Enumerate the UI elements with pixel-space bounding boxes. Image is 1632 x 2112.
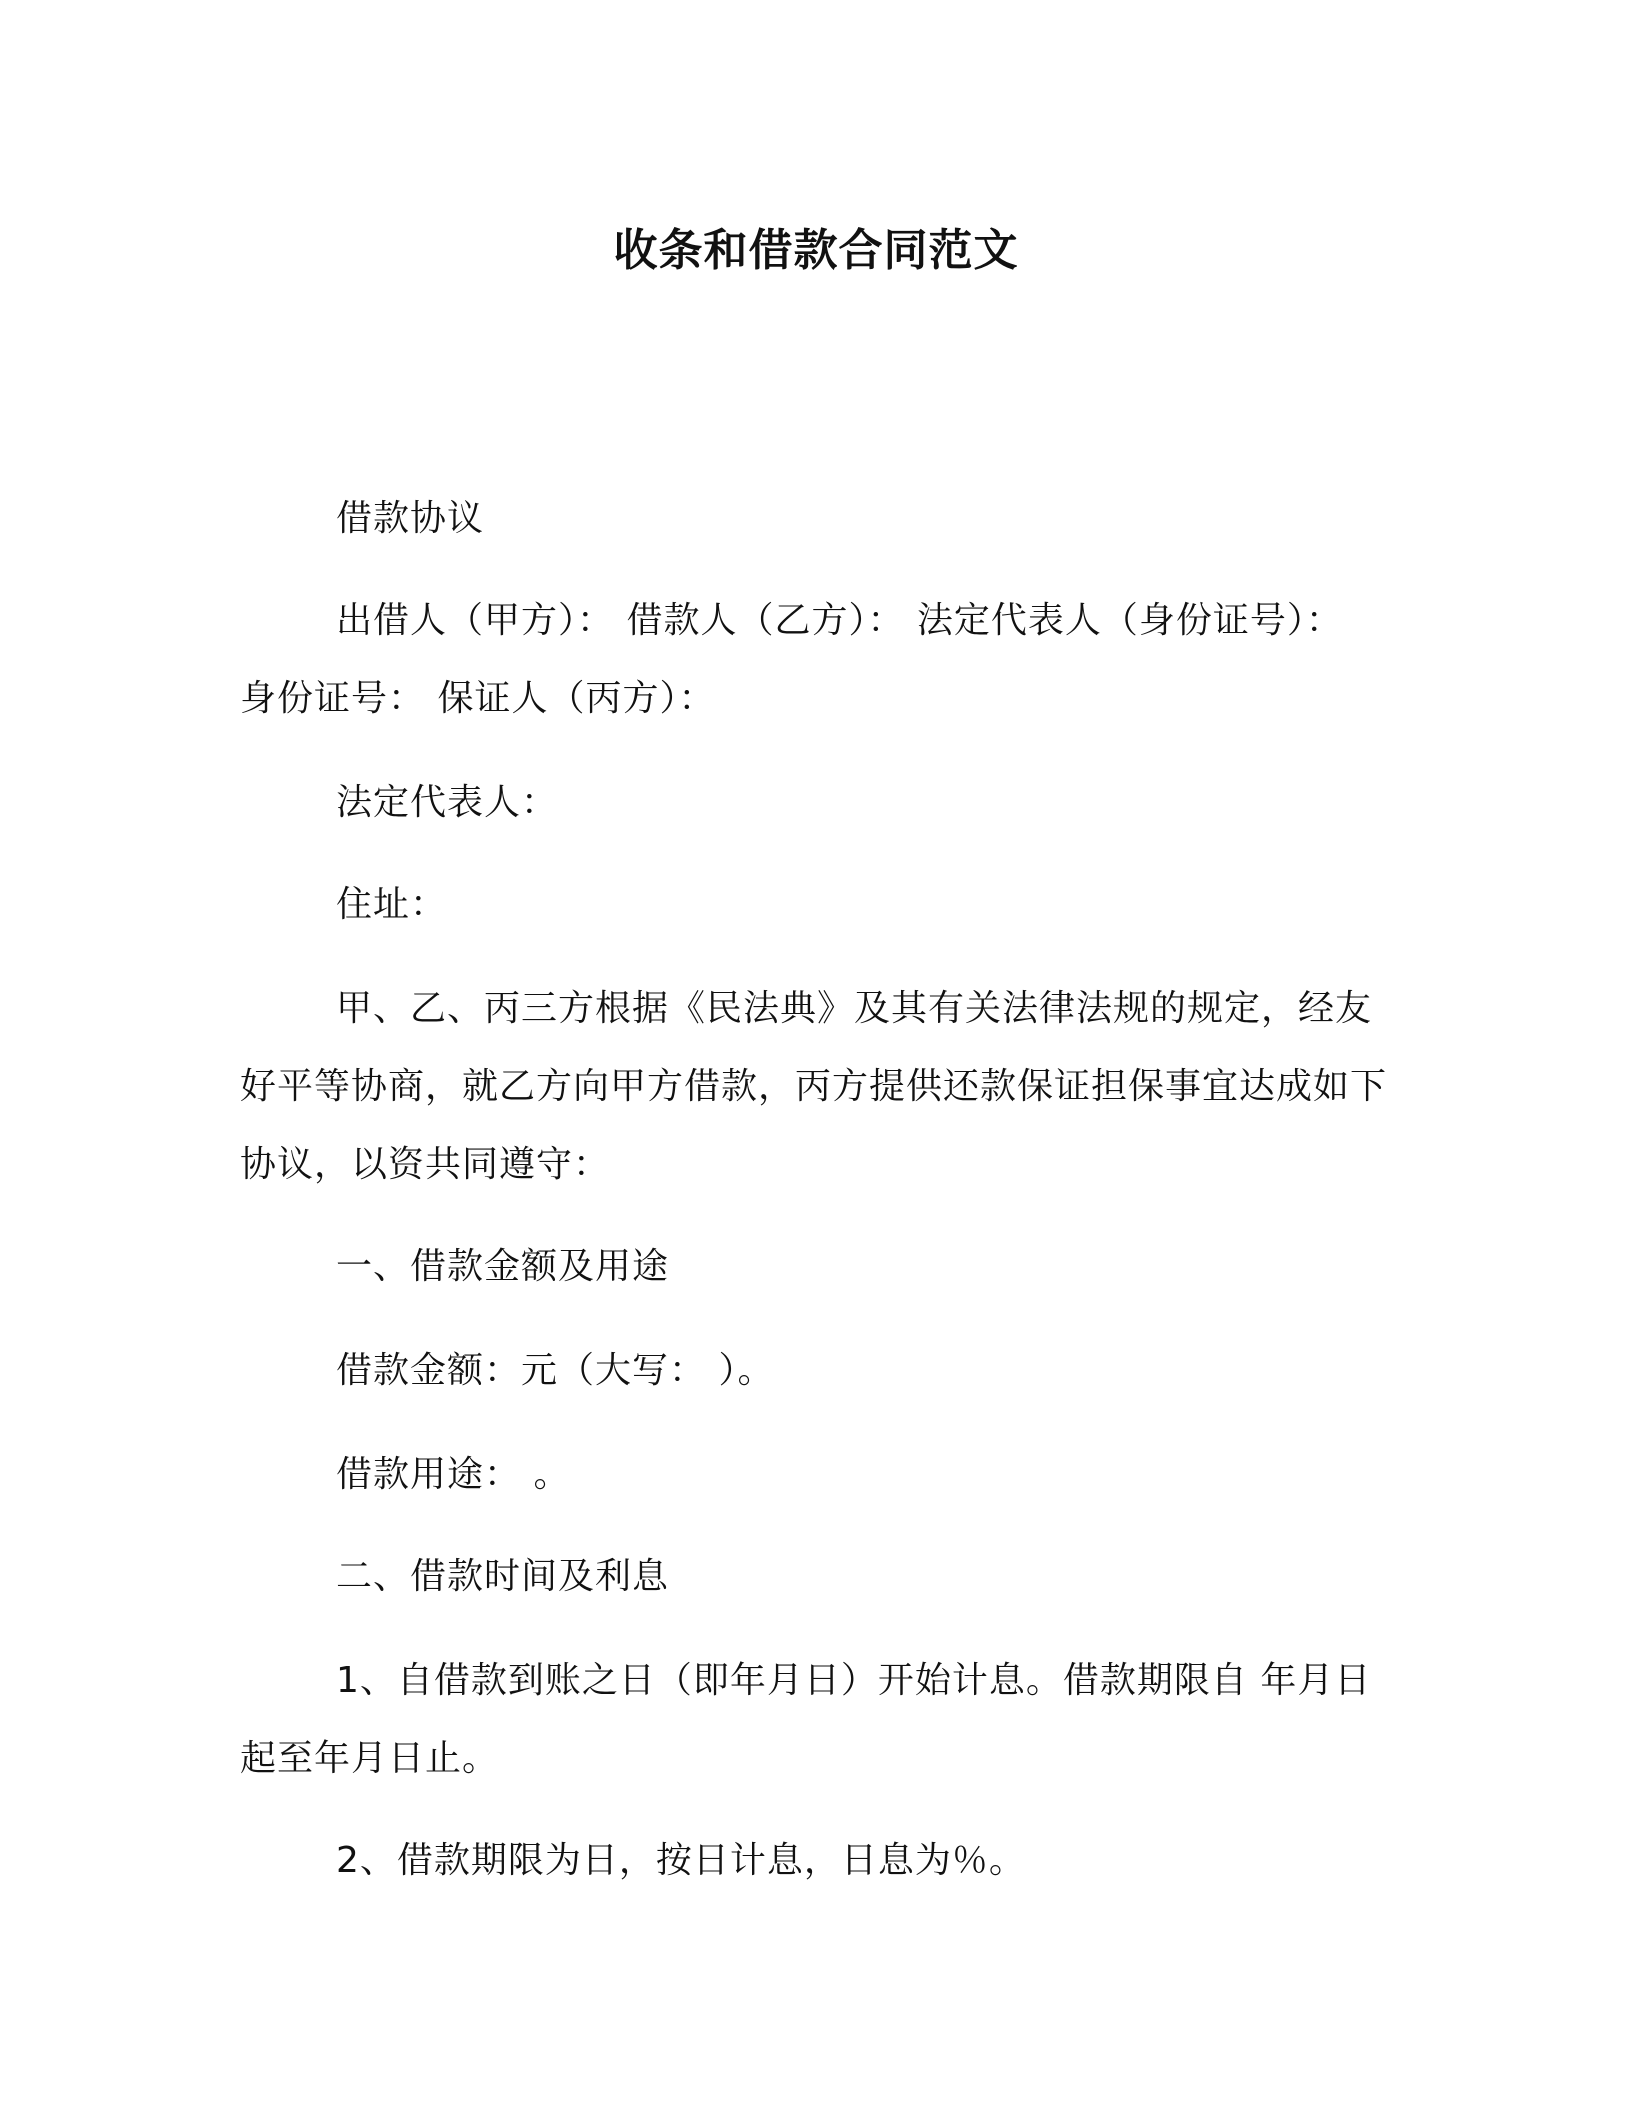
paragraph-legal-representative: 法定代表人： <box>336 782 559 823</box>
document-title: 收条和借款合同范文 <box>613 225 1019 276</box>
paragraph-loan-purpose: 借款用途： 。 <box>336 1454 571 1495</box>
paragraph-address: 住址： <box>336 884 448 925</box>
section-heading-term-interest: 二、借款时间及利息 <box>336 1556 670 1597</box>
paragraph-heading-loan-agreement: 借款协议 <box>336 498 485 539</box>
paragraph-clause-1: 1、自借款到账之日（即年月日）开始计息。借款期限自 年月日起至年月日止。 <box>240 1660 1372 1779</box>
paragraph-loan-amount: 借款金额：元（大写： ）。 <box>336 1350 775 1391</box>
section-heading-amount-purpose: 一、借款金额及用途 <box>336 1246 670 1287</box>
paragraph-preamble: 甲、乙、丙三方根据《民法典》及其有关法律法规的规定，经友好平等协商，就乙方向甲方借款，丙方提供还款保证担保事宜达成如下协议，以资共同遵守： <box>240 988 1388 1185</box>
paragraph-clause-2: 2、借款期限为日，按日计息，日息为％。 <box>336 1840 1026 1881</box>
paragraph-parties: 出借人（甲方）： 借款人（乙方）： 法定代表人（身份证号）： 身份证号： 保证人（丙方）： <box>240 600 1343 719</box>
